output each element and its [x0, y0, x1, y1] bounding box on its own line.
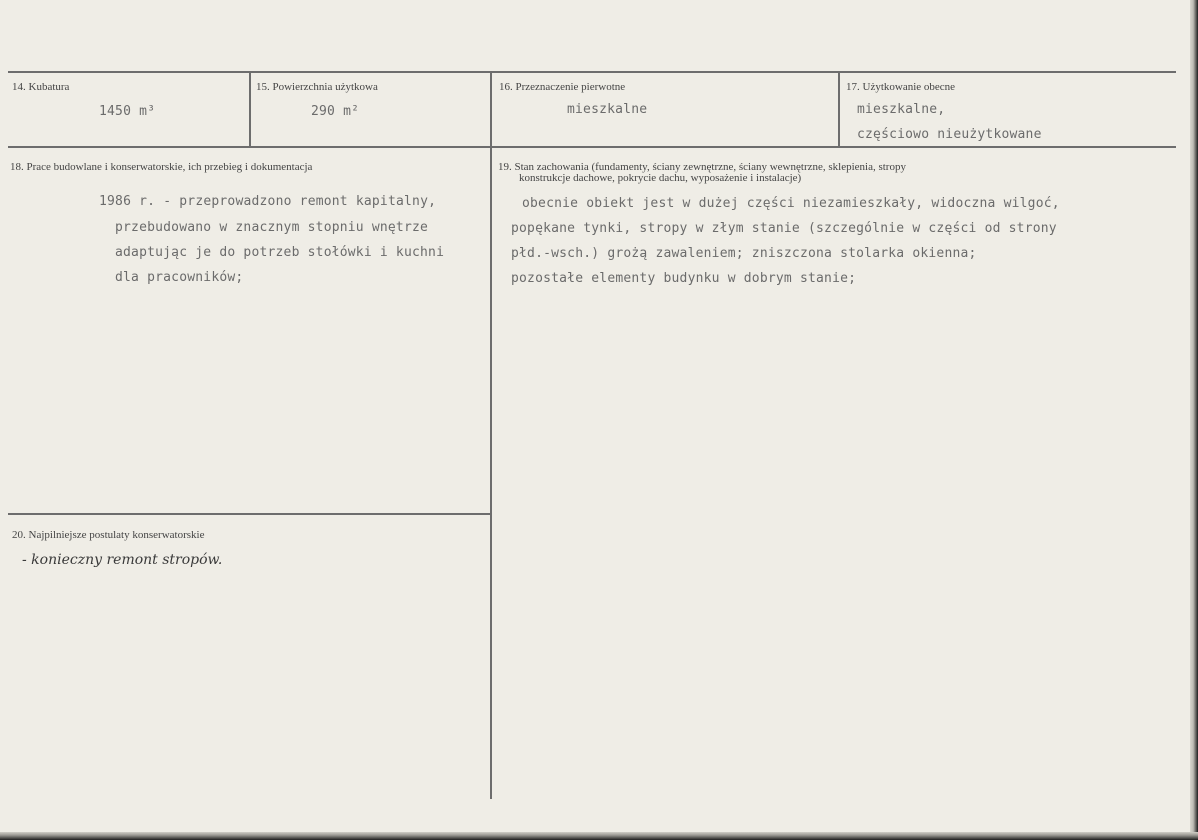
field-18-label: 18. Prace budowlane i konserwatorskie, ich przebieg i dokumentacja — [10, 161, 313, 173]
field-19-label-line-1: 19. Stan zachowania (fundamenty, ściany zewnętrzne, ściany wewnętrzne, sklepienia, stropy — [498, 161, 906, 173]
section-18-bottom-rule — [8, 513, 492, 515]
field-14-label: 14. Kubatura — [12, 81, 70, 93]
field-16-value: mieszkalne — [567, 102, 648, 117]
field-18-line-4: dla pracowników; — [115, 270, 244, 285]
card-right-edge — [1190, 0, 1198, 840]
header-bottom-rule — [8, 146, 1176, 148]
field-19-line-1: obecnie obiekt jest w dużej części niezamieszkały, widoczna wilgoć, — [522, 196, 1060, 211]
divider-16-17 — [838, 71, 840, 148]
field-19-line-3: płd.-wsch.) grożą zawaleniem; zniszczona stolarka okienna; — [511, 246, 977, 261]
card-bottom-edge — [0, 832, 1198, 840]
divider-15-16 — [490, 71, 492, 799]
field-17-line-1: mieszkalne, — [857, 102, 946, 117]
field-19-line-4: pozostałe elementy budynku w dobrym stanie; — [511, 271, 857, 286]
field-16-label: 16. Przeznaczenie pierwotne — [499, 81, 626, 93]
field-18-line-1: 1986 r. - przeprowadzono remont kapitalny, — [99, 194, 437, 209]
field-17-label: 17. Użytkowanie obecne — [846, 81, 956, 93]
field-15-value: 290 m² — [311, 104, 360, 119]
field-18-line-3: adaptując je do potrzeb stołówki i kuchni — [115, 245, 445, 260]
field-17-line-2: częściowo nieużytkowane — [857, 127, 1042, 142]
field-18-line-2: przebudowano w znacznym stopniu wnętrze — [115, 220, 429, 235]
field-14-value: 1450 m³ — [99, 104, 156, 119]
top-rule — [8, 71, 1176, 73]
field-20-label: 20. Najpilniejsze postulaty konserwatorskie — [12, 529, 205, 541]
field-20-handwritten-note: - konieczny remont stropów. — [22, 552, 223, 568]
field-19-line-2: popękane tynki, stropy w złym stanie (szczególnie w części od strony — [511, 221, 1057, 236]
field-15-label: 15. Powierzchnia użytkowa — [256, 81, 378, 93]
divider-14-15 — [249, 71, 251, 148]
field-19-label-line-2: konstrukcje dachowe, pokrycie dachu, wyposażenie i instalacje) — [519, 172, 802, 184]
